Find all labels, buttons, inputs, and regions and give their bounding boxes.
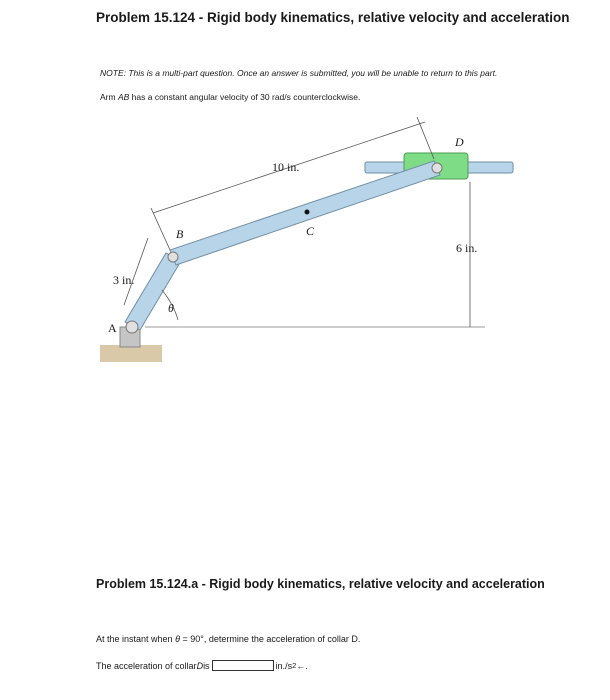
label-A: A: [108, 321, 117, 335]
label-3in: 3 in.: [113, 273, 135, 287]
pin-D: [432, 163, 442, 173]
label-C: C: [306, 224, 315, 238]
question-suffix: = 90°, determine the acceleration of collar D.: [179, 634, 361, 644]
answer-unit-exponent: 2: [292, 661, 297, 670]
answer-row: [96, 660, 308, 671]
answer-is: is: [203, 660, 210, 671]
label-10in: 10 in.: [272, 160, 300, 174]
problem-title: Problem 15.124 - Rigid body kinematics, relative velocity and acceleration: [96, 10, 570, 25]
label-B: B: [176, 227, 184, 241]
acceleration-answer-input[interactable]: [212, 660, 274, 671]
answer-prefix: The acceleration of collar: [96, 660, 197, 671]
answer-direction: ←.: [296, 660, 308, 671]
ground-base: [100, 345, 162, 362]
answer-collar-name: D: [196, 660, 204, 671]
point-C-dot: [305, 210, 310, 215]
label-6in: 6 in.: [456, 241, 478, 255]
part-a-question: [96, 634, 360, 644]
given-arm-name: AB: [117, 92, 130, 102]
answer-unit: in./s: [275, 660, 293, 671]
pin-A: [126, 321, 138, 333]
question-prefix: At the instant when: [96, 634, 176, 644]
pin-B: [168, 252, 178, 262]
label-D: D: [455, 135, 464, 149]
question-theta: θ: [175, 634, 180, 644]
dimension-10in-ext-B: [151, 208, 170, 250]
multi-part-note: NOTE: This is a multi-part question. Once an answer is submitted, you will be unable to return to this part.: [100, 68, 498, 78]
label-theta: θ: [168, 301, 174, 315]
given-suffix: has a constant angular velocity of 30 rad/s counterclockwise.: [129, 92, 361, 102]
part-a-title: Problem 15.124.a - Rigid body kinematics, relative velocity and acceleration: [96, 577, 545, 591]
arm-AB: [125, 253, 181, 330]
given-prefix: Arm: [100, 92, 118, 102]
